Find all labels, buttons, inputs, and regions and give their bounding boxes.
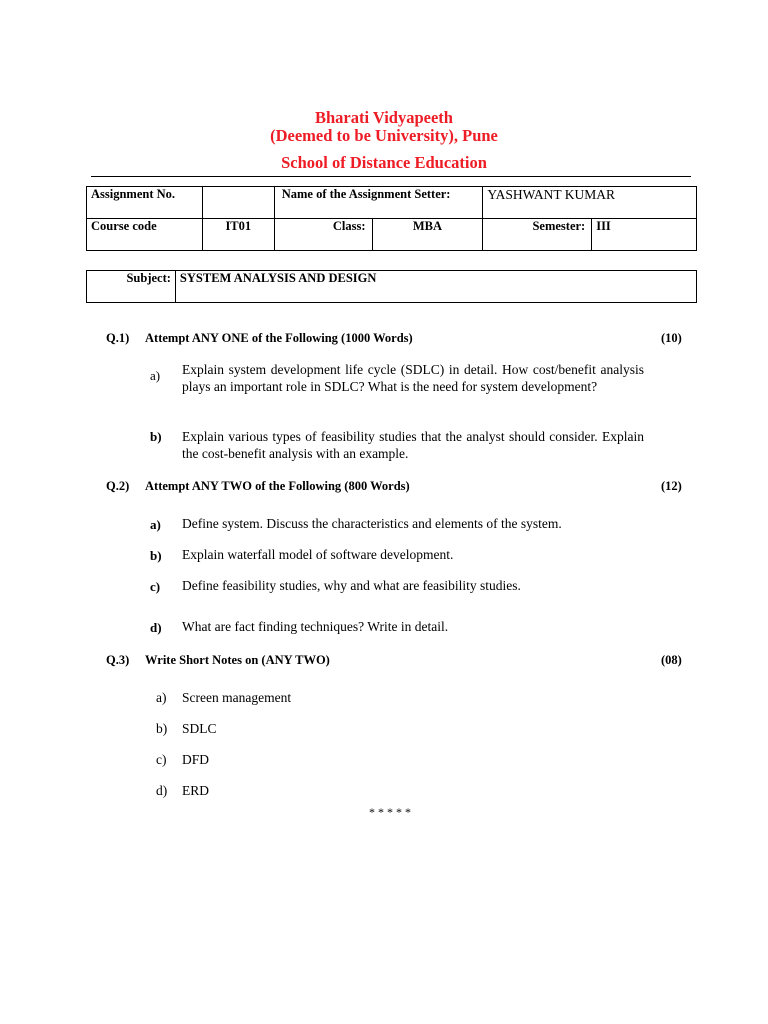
end-marker: * * * * *	[369, 805, 411, 819]
q2-heading: Attempt ANY TWO of the Following (800 Words)	[145, 479, 410, 493]
q1-heading: Attempt ANY ONE of the Following (1000 Words)	[145, 331, 413, 345]
assignment-no-label: Assignment No.	[87, 187, 203, 219]
q3-a-label: a)	[156, 690, 167, 705]
q2-c-text: Define feasibility studies, why and what are feasibility studies.	[182, 578, 521, 593]
q1-a-label: a)	[150, 368, 161, 383]
course-code-value: IT01	[202, 219, 274, 251]
semester-value: III	[592, 219, 697, 251]
q3-number: Q.3)	[106, 653, 130, 667]
class-label: Class:	[274, 219, 372, 251]
q1-b-label: b)	[150, 429, 162, 444]
q3-d-label: d)	[156, 783, 168, 798]
q1-a-text: Explain system development life cycle (SDLC) in detail. How cost/benefit analysis plays an important role in SDLC? What is the need for system development?	[182, 362, 644, 394]
university-subtitle: (Deemed to be University), Pune	[270, 126, 498, 145]
subject-label: Subject:	[87, 271, 176, 303]
university-name: Bharati Vidyapeeth	[315, 108, 453, 127]
q2-number: Q.2)	[106, 479, 130, 493]
table-row	[87, 271, 697, 303]
q3-c-label: c)	[156, 752, 167, 767]
q3-a-text: Screen management	[182, 690, 292, 705]
q2-c-label: c)	[150, 579, 161, 594]
setter-label: Name of the Assignment Setter:	[274, 187, 483, 219]
q2-marks: (12)	[661, 479, 682, 493]
q3-d-text: ERD	[182, 783, 209, 798]
q3-c-text: DFD	[182, 752, 210, 767]
semester-label: Semester:	[483, 219, 592, 251]
q1-b-text: Explain various types of feasibility studies that the analyst should consider. Explain the cost-benefit analysis with an example.	[182, 429, 644, 461]
q2-b-label: b)	[150, 548, 162, 563]
table-row	[87, 187, 697, 219]
assignment-no-value	[202, 187, 274, 219]
table-row	[87, 219, 697, 251]
setter-value: YASHWANT KUMAR	[483, 187, 697, 219]
header-divider	[91, 176, 691, 177]
class-value: MBA	[372, 219, 483, 251]
q3-b-label: b)	[156, 721, 168, 736]
subject-table	[86, 270, 697, 303]
school-name: School of Distance Education	[281, 153, 487, 172]
q3-heading: Write Short Notes on (ANY TWO)	[145, 653, 330, 667]
q2-d-label: d)	[150, 620, 162, 635]
course-code-label: Course code	[87, 219, 203, 251]
subject-value: SYSTEM ANALYSIS AND DESIGN	[175, 271, 696, 303]
q3-b-text: SDLC	[182, 721, 217, 736]
q1-number: Q.1)	[106, 331, 130, 345]
q3-marks: (08)	[661, 653, 682, 667]
q1-marks: (10)	[661, 331, 682, 345]
assignment-info-table	[86, 186, 697, 251]
q2-a-label: a)	[150, 517, 161, 532]
q2-b-text: Explain waterfall model of software development.	[182, 547, 454, 562]
q2-d-text: What are fact finding techniques? Write in detail.	[182, 619, 449, 634]
q2-a-text: Define system. Discuss the characteristics and elements of the system.	[182, 516, 562, 531]
